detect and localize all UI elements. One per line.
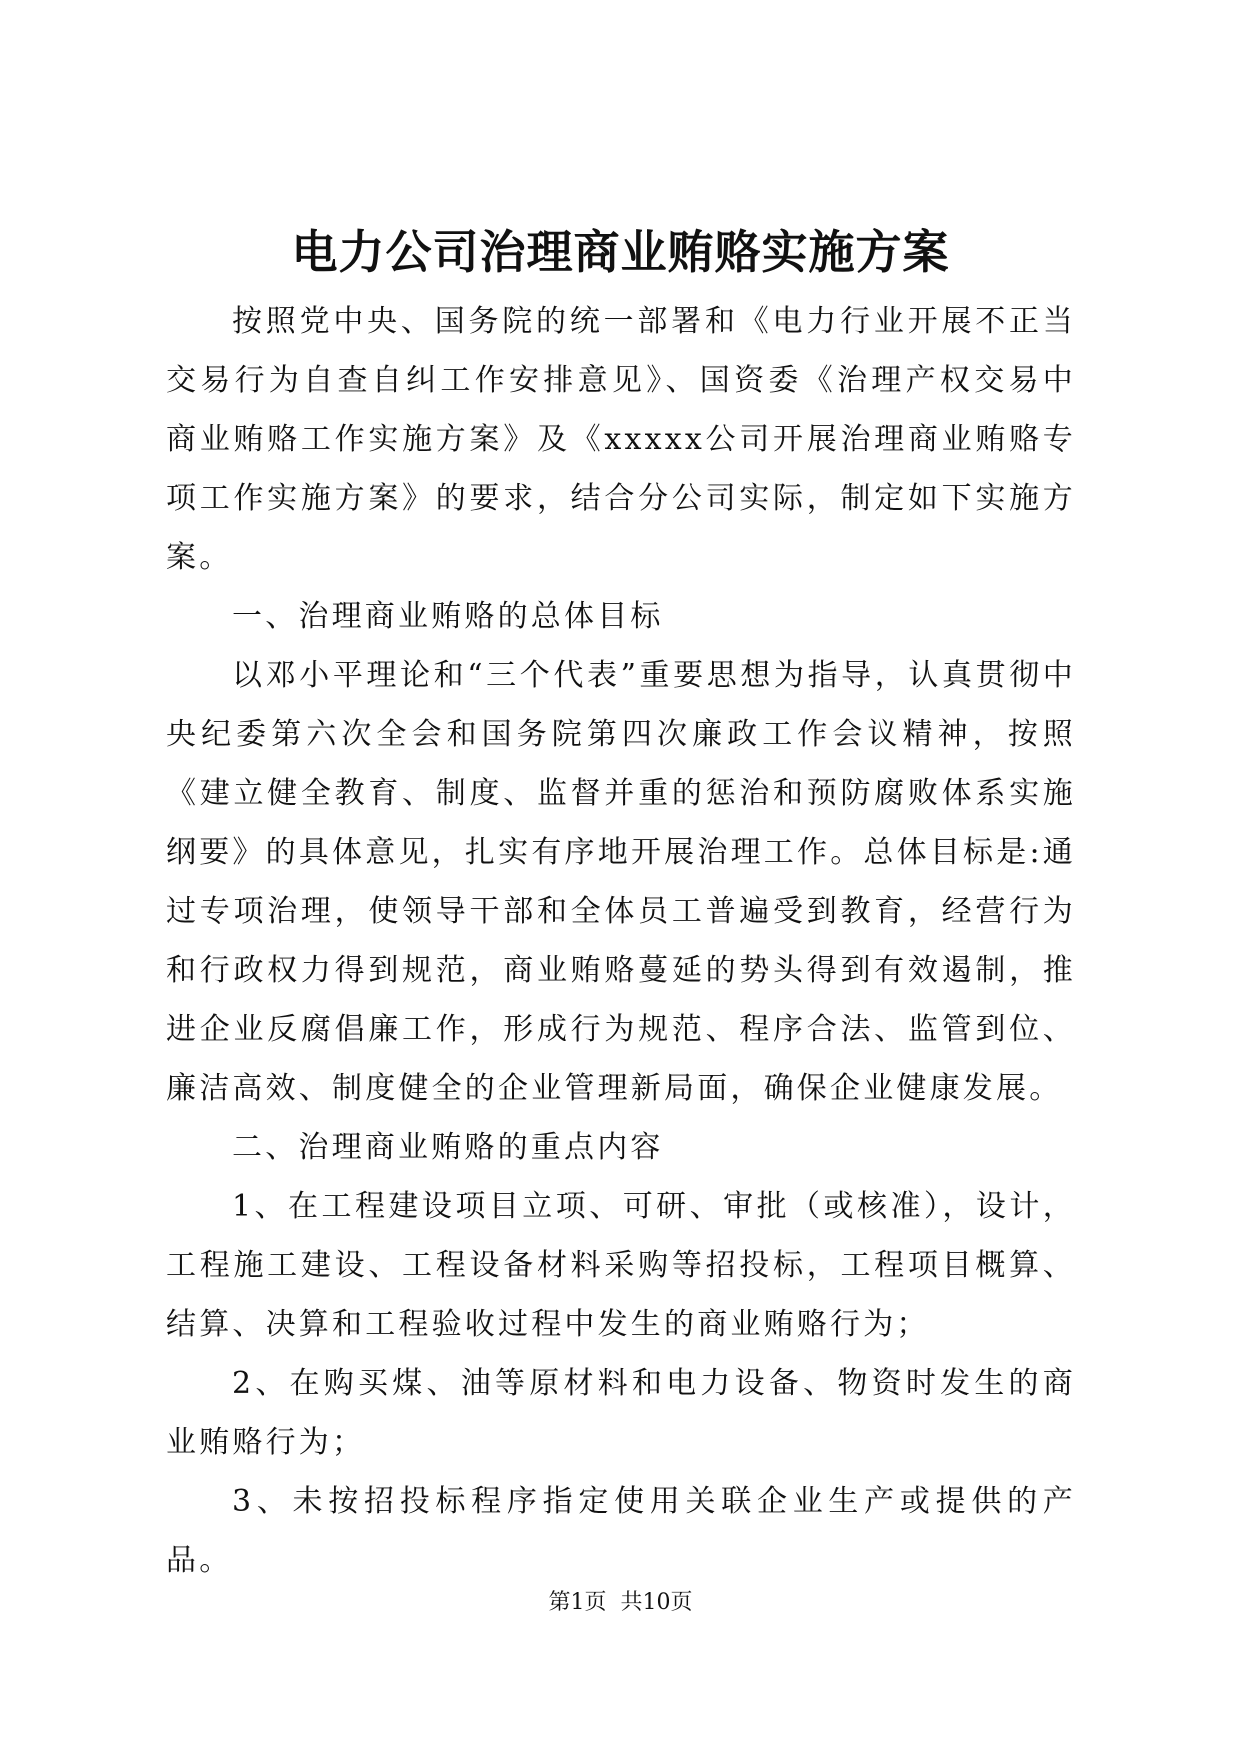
document-title: 电力公司治理商业贿赂实施方案	[291, 225, 950, 279]
page-footer	[0, 1588, 1241, 1618]
section-heading-goals: 一、治理商业贿赂的总体目标	[232, 599, 664, 634]
section-heading-key-content: 二、治理商业贿赂的重点内容	[232, 1130, 664, 1165]
document-body	[166, 292, 1076, 1590]
page-number: 第1页	[548, 1590, 607, 1615]
key-content-item-2: 2、在购买煤、油等原材料和电力设备、物资时发生的商业贿赂行为；	[166, 1366, 1076, 1460]
intro-paragraph: 按照党中央、国务院的统一部署和《电力行业开展不正当交易行为自查自纠工作安排意见》、国资委《治理产权交易中商业贿赂工作实施方案》及《xxxxx公司开展治理商业贿赂专项工作实施方案》的要求，结合分公司实际，制定如下实施方案。	[166, 304, 1076, 575]
goals-paragraph: 以邓小平理论和“三个代表”重要思想为指导，认真贯彻中央纪委第六次全会和国务院第四次廉政工作会议精神，按照《建立健全教育、制度、监督并重的惩治和预防腐败体系实施纲要》的具体意见，扎实有序地开展治理工作。总体目标是:通过专项治理，使领导干部和全体员工普遍受到教育，经营行为和行政权力得到规范，商业贿赂蔓延的势头得到有效遏制，推进企业反腐倡廉工作，形成行为规范、程序合法、监管到位、廉洁高效、制度健全的企业管理新局面，确保企业健康发展。	[166, 658, 1076, 1106]
page-total: 共10页	[620, 1590, 693, 1615]
key-content-item-1: 1、在工程建设项目立项、可研、审批（或核准），设计，工程施工建设、工程设备材料采购等招投标，工程项目概算、结算、决算和工程验收过程中发生的商业贿赂行为；	[166, 1189, 1076, 1342]
key-content-item-3: 3、未按招投标程序指定使用关联企业生产或提供的产品。	[166, 1484, 1076, 1578]
